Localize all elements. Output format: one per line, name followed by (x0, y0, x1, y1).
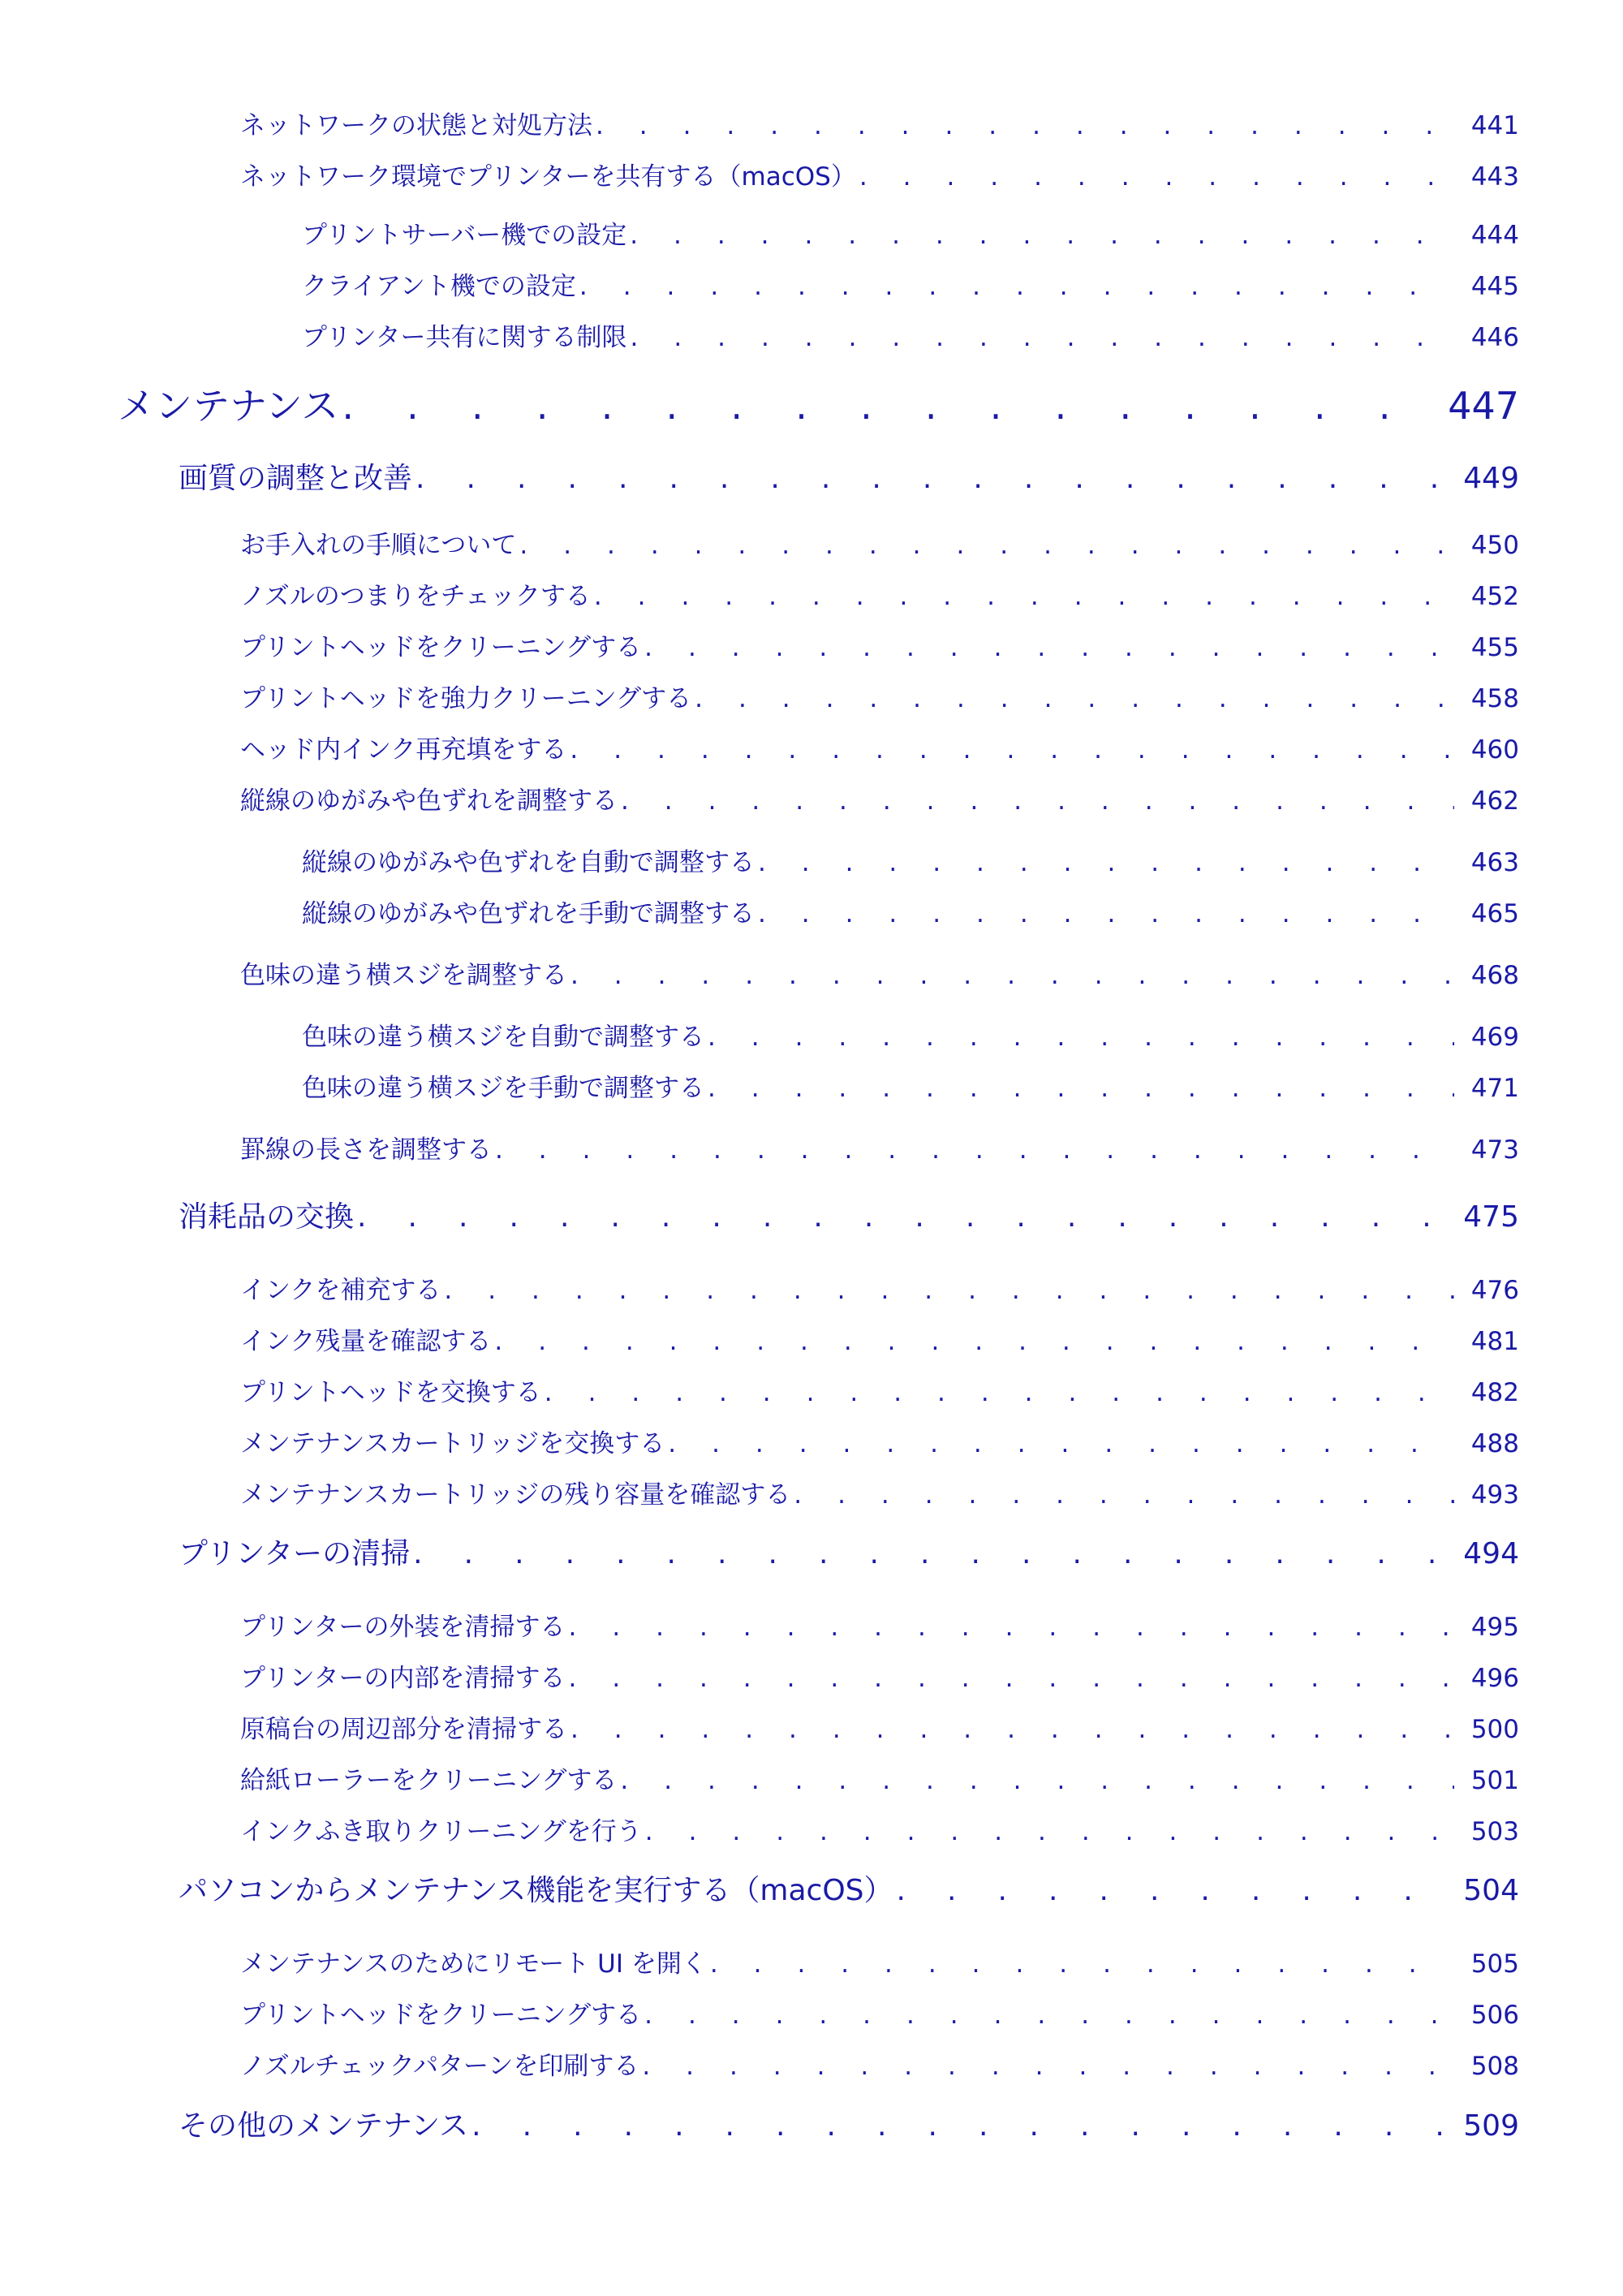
toc-entry[interactable] (240, 1133, 1519, 1167)
toc-entry[interactable] (240, 109, 1519, 143)
toc-entry-title: パソコンからメンテナンス機能を実行する（macOS） (179, 1874, 893, 1907)
toc-entry-title: インクふき取りクリーニングを行う (240, 1817, 642, 1846)
toc-entry[interactable] (179, 2107, 1519, 2146)
toc-entry-title: その他のメンテナンス (179, 2109, 469, 2143)
toc-entry-page: 455 (1470, 633, 1519, 662)
toc-entry-page: 495 (1470, 1613, 1519, 1642)
toc-entry-title: ヘッド内インク再充填をする (240, 735, 567, 765)
toc-entry[interactable] (302, 269, 1519, 304)
toc-leader-dots (630, 218, 1454, 252)
toc-entry-title: プリンターの清掃 (179, 1537, 411, 1570)
toc-entry[interactable] (302, 218, 1519, 252)
toc-entry[interactable] (240, 784, 1519, 818)
toc-entry[interactable] (240, 1273, 1519, 1307)
toc-entry-title: プリンターの内部を清掃する (240, 1664, 566, 1693)
toc-entry[interactable] (240, 1764, 1519, 1798)
toc-leader-dots (519, 528, 1454, 562)
toc-leader-dots (644, 631, 1454, 665)
toc-entry-title: プリントヘッドを強力クリーニングする (240, 684, 692, 713)
toc-entry-title: プリンター共有に関する制限 (302, 323, 627, 352)
toc-entry-page: 447 (1448, 384, 1519, 428)
toc-entry[interactable] (240, 1325, 1519, 1359)
toc-entry-page: 462 (1470, 786, 1519, 816)
toc-entry-page: 471 (1470, 1074, 1519, 1103)
toc-entry-page: 493 (1470, 1480, 1519, 1510)
toc-entry-page: 441 (1470, 111, 1519, 140)
toc-entry-page: 452 (1470, 582, 1519, 611)
toc-entry[interactable] (240, 1712, 1519, 1747)
toc-leader-dots (342, 381, 1431, 430)
toc-entry-title: プリントヘッドをクリーニングする (240, 2001, 642, 2030)
toc-entry[interactable] (302, 321, 1519, 355)
toc-entry-title: 色味の違う横スジを手動で調整する (302, 1074, 704, 1103)
toc-entry-page: 496 (1470, 1664, 1519, 1693)
toc-leader-dots (570, 733, 1454, 767)
toc-entry-title: 給紙ローラーをクリーニングする (240, 1766, 618, 1795)
toc-leader-dots (357, 1198, 1448, 1237)
toc-entry-page: 504 (1463, 1874, 1519, 1907)
toc-entry-title: プリンターの外装を清掃する (240, 1613, 566, 1642)
toc-leader-dots (570, 1712, 1454, 1747)
toc-entry-page: 505 (1470, 1949, 1519, 1979)
toc-entry-title: ネットワーク環境でプリンターを共有する（macOS） (240, 162, 856, 192)
toc-entry-title: ノズルチェックパターンを印刷する (240, 2052, 639, 2081)
toc-entry-page: 503 (1470, 1817, 1519, 1846)
toc-entry-title: プリントヘッドをクリーニングする (240, 633, 642, 662)
toc-entry-title: 画質の調整と改善 (179, 462, 413, 495)
toc-entry[interactable] (240, 1661, 1519, 1695)
toc-entry-page: 509 (1463, 2109, 1519, 2143)
toc-entry-title: 色味の違う横スジを自動で調整する (302, 1023, 704, 1052)
toc-entry-page: 481 (1470, 1327, 1519, 1356)
toc-leader-dots (708, 1020, 1454, 1054)
toc-entry-title: プリントサーバー機での設定 (302, 221, 627, 250)
toc-entry-page: 500 (1470, 1715, 1519, 1744)
toc-leader-dots (758, 897, 1454, 931)
toc-leader-dots (642, 2049, 1454, 2083)
toc-entry-title: 色味の違う横スジを調整する (240, 961, 567, 990)
toc-entry[interactable] (240, 1478, 1519, 1512)
toc-entry-page: 463 (1470, 848, 1519, 877)
toc-entry[interactable] (240, 1998, 1519, 2032)
toc-entry-page: 473 (1470, 1135, 1519, 1165)
toc-leader-dots (471, 2107, 1448, 2146)
toc-entry[interactable] (302, 1071, 1519, 1105)
toc-entry[interactable] (240, 528, 1519, 562)
toc-entry-title: メンテナンスのためにリモート UI を開く (240, 1949, 707, 1979)
toc-entry[interactable] (240, 682, 1519, 716)
toc-leader-dots (645, 1815, 1454, 1849)
toc-entry[interactable] (179, 1198, 1519, 1237)
toc-leader-dots (695, 682, 1454, 716)
toc-entry[interactable] (302, 1020, 1519, 1054)
toc-entry[interactable] (240, 2049, 1519, 2083)
toc-entry-title: 罫線の長さを調整する (240, 1135, 492, 1165)
toc-entry[interactable] (118, 381, 1519, 430)
toc-leader-dots (859, 160, 1454, 194)
toc-entry-page: 469 (1470, 1023, 1519, 1052)
toc-entry-page: 475 (1463, 1200, 1519, 1234)
toc-entry-page: 460 (1470, 735, 1519, 765)
toc-entry-page: 482 (1470, 1378, 1519, 1407)
toc-leader-dots (569, 1661, 1454, 1695)
toc-leader-dots (631, 321, 1454, 355)
toc-entry-page: 506 (1470, 2001, 1519, 2030)
toc-entry-page: 458 (1470, 684, 1519, 713)
toc-leader-dots (644, 1998, 1454, 2032)
toc-leader-dots (594, 579, 1454, 614)
toc-entry-page: 443 (1470, 162, 1519, 192)
toc-entry[interactable] (240, 579, 1519, 614)
toc-entry-title: インクを補充する (240, 1276, 441, 1305)
toc-leader-dots (708, 1071, 1454, 1105)
toc-leader-dots (579, 269, 1454, 304)
toc-entry-page: 444 (1470, 221, 1519, 250)
toc-leader-dots (710, 1947, 1454, 1981)
toc-entry-page: 446 (1470, 323, 1519, 352)
toc-leader-dots (444, 1273, 1454, 1307)
toc-entry[interactable] (240, 631, 1519, 665)
toc-entry-title: 原稿台の周辺部分を清掃する (240, 1715, 567, 1744)
toc-entry[interactable] (240, 1815, 1519, 1849)
toc-entry[interactable] (240, 958, 1519, 993)
toc-entry-title: インク残量を確認する (240, 1327, 492, 1356)
toc-entry-title: メンテナンス (118, 384, 339, 428)
toc-entry-page: 476 (1470, 1276, 1519, 1305)
toc-entry-page: 508 (1470, 2052, 1519, 2081)
toc-leader-dots (494, 1325, 1454, 1359)
toc-leader-dots (415, 459, 1448, 498)
toc-entry[interactable] (302, 897, 1519, 931)
toc-leader-dots (495, 1133, 1454, 1167)
toc-entry-title: お手入れの手順について (240, 531, 517, 560)
toc-entry-title: 縦線のゆがみや色ずれを自動で調整する (302, 848, 755, 877)
toc-leader-dots (758, 846, 1454, 880)
toc-entry-page: 450 (1470, 531, 1519, 560)
toc-entry-title: ノズルのつまりをチェックする (240, 582, 591, 611)
toc-entry-page: 488 (1470, 1429, 1519, 1458)
toc-entry-page: 468 (1470, 961, 1519, 990)
toc-entry[interactable] (302, 846, 1519, 880)
toc-entry-page: 501 (1470, 1766, 1519, 1795)
toc-entry[interactable] (240, 160, 1519, 194)
toc-entry-title: ネットワークの状態と対処方法 (240, 111, 592, 140)
toc-entry-title: 消耗品の交換 (179, 1200, 355, 1234)
toc-leader-dots (668, 1427, 1454, 1461)
toc-entry-title: メンテナンスカートリッジの残り容量を確認する (240, 1480, 791, 1510)
toc-entry-page: 494 (1463, 1537, 1519, 1570)
toc-entry[interactable] (240, 733, 1519, 767)
toc-entry[interactable] (179, 459, 1519, 498)
toc-entry[interactable] (240, 1947, 1519, 1981)
toc-leader-dots (621, 784, 1454, 818)
toc-entry-page: 445 (1470, 272, 1519, 301)
toc-leader-dots (794, 1478, 1454, 1512)
toc-entry[interactable] (240, 1427, 1519, 1461)
toc-entry-title: 縦線のゆがみや色ずれを調整する (240, 786, 618, 816)
toc-leader-dots (545, 1376, 1454, 1410)
toc-entry[interactable] (240, 1376, 1519, 1410)
toc-entry[interactable] (179, 1535, 1519, 1574)
toc-entry-title: メンテナンスカートリッジを交換する (240, 1429, 665, 1458)
toc-leader-dots (620, 1764, 1454, 1798)
toc-leader-dots (596, 109, 1454, 143)
toc-entry-page: 465 (1470, 899, 1519, 928)
toc-entry-title: 縦線のゆがみや色ずれを手動で調整する (302, 899, 755, 928)
toc-entry-page: 449 (1463, 462, 1519, 495)
toc-leader-dots (569, 1610, 1454, 1644)
toc-leader-dots (897, 1872, 1448, 1910)
toc-entry-title: プリントヘッドを交換する (240, 1378, 541, 1407)
toc-entry[interactable] (179, 1872, 1519, 1910)
toc-leader-dots (413, 1535, 1448, 1574)
toc-entry[interactable] (240, 1610, 1519, 1644)
toc-leader-dots (570, 958, 1454, 993)
toc-entry-title: クライアント機での設定 (302, 272, 576, 301)
